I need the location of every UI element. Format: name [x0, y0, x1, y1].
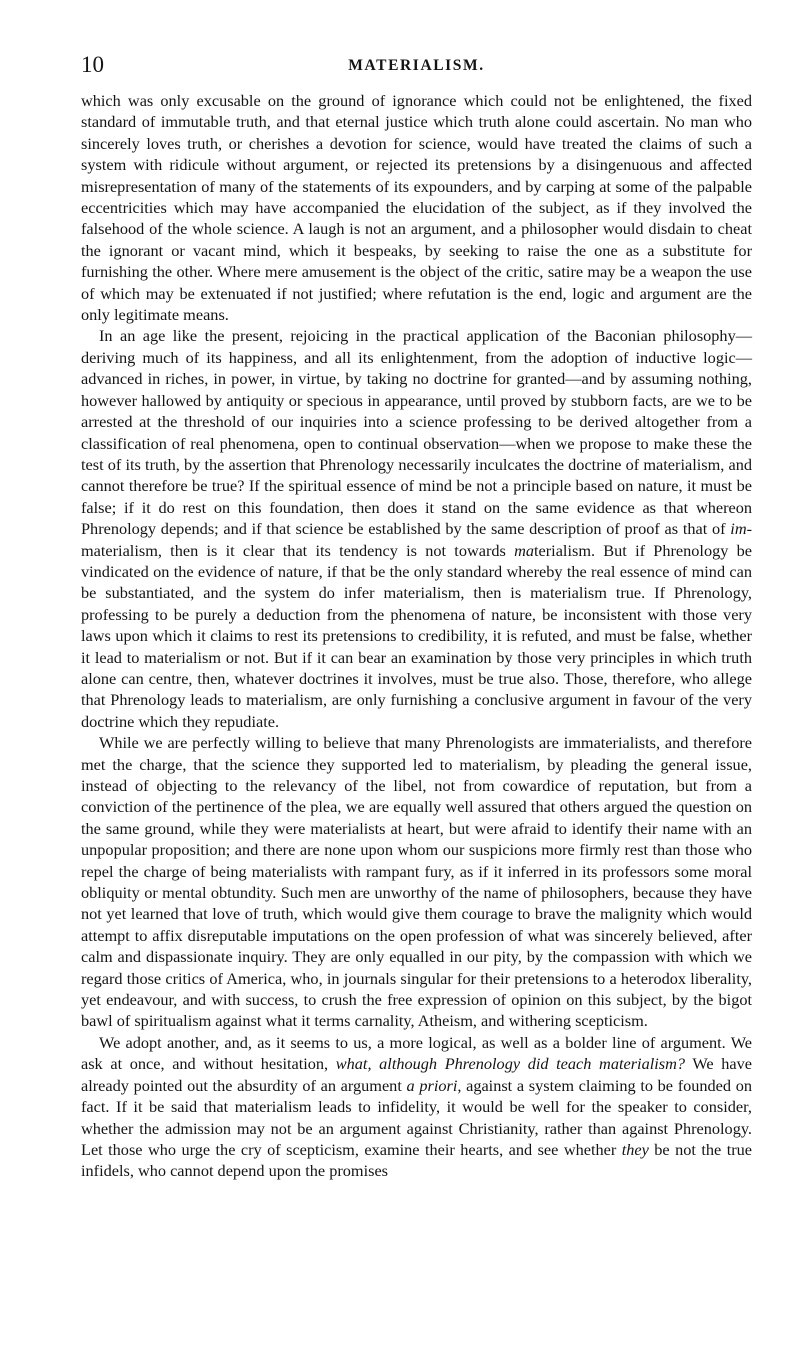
- text-run: against a system claiming to be founded on fact. If it be said that materialism leads to infidelity, it would be well for the speaker to consider, whether the admission may not be an argument against Christianity, rather than against Phrenology. Let those who urge the cry of scepticism, examine their hearts, and see whether: [81, 1075, 752, 1159]
- italic-text: ma: [514, 540, 535, 560]
- text-run: We have already pointed out the absurdity of an argument: [81, 1054, 753, 1095]
- italic-text: im: [730, 519, 747, 539]
- paragraph: [81, 1032, 752, 1182]
- running-head: [81, 50, 752, 80]
- text-run: be not the true infidels, who cannot depend upon the promises: [81, 1139, 753, 1181]
- italic-text: a priori,: [406, 1075, 462, 1095]
- italic-text: what, although Phrenology did teach materialism?: [335, 1054, 685, 1074]
- italic-text: they: [621, 1139, 649, 1159]
- text-run: In an age like the present, rejoicing in the practical application of the Baconian philosophy—deriving much of its happiness, and all its enlightenment, from the adoption of inductive logic—advanced in riches, in power, in virtue, by taking no doctrine for granted—and by assuming nothing, however hallowed by antiquity or specious in appearance, until proved by stubborn facts, are we to be arrested at the threshold of our inquiries into a science professing to be derived altogether from a classification of real phenomena, open to continual observation—when we propose to make these the test of its truth, by the assertion that Phrenology necessarily inculcates the doctrine of materialism, and cannot therefore be true? If the spiritual essence of mind be not a principle based on nature, it must be false; if it do rest on this foundation, then does it stand on the same evidence as that whereon Phrenology depends; and if that science be established by the same description of proof as that of: [81, 326, 752, 539]
- body-text: [81, 90, 752, 1182]
- paragraph: [81, 90, 752, 325]
- paragraph: [81, 325, 752, 732]
- text-run: While we are perfectly willing to believe that many Phrenologists are immaterialists, and therefore met the charge, that the science they supported led to materialism, by pleading the general issue, instead of objecting to the relevancy of the libel, not from cowardice of reputation, but from a conviction of the pertinence of the plea, we are equally well assured that others argued the question on the same ground, while they were materialists at heart, but were afraid to identify their name with an unpopular proposition; and there are none upon whom our suspicions more firmly rest than those who repel the charge of being materialists with rampant fury, as if it inferred in its professors some moral obliquity or mental obtundity. Such men are unworthy of the name of philosophers, because they have not yet learned that love of truth, which would give them courage to brave the malignity which would attempt to affix disreputable imputations on the open profession of what was sincerely believed, after calm and dispassionate inquiry. They are only equalled in our pity, by the compassion with which we regard those critics of America, who, in journals singular for their pretensions to a heterodox liberality, yet endeavour, and with success, to crush the free expression of opinion on this subject, by the bigot bawl of spiritualism against what it terms carnality, Atheism, and withering scepticism.: [81, 733, 752, 1031]
- text-run: We adopt another, and, as it seems to us, a more logical, as well as a bolder line of argument. We ask at once, and without hesitation,: [81, 1032, 752, 1074]
- paragraph: [81, 732, 752, 1032]
- text-run: -materialism, then is it clear that its tendency is not towards: [81, 519, 752, 560]
- page-number: 10: [81, 52, 104, 77]
- text-run: which was only excusable on the ground of ignorance which could not be enlightened, the fixed standard of immutable truth, and that eternal justice which truth alone could ascertain. No man who sincerely loves truth, or cherishes a devotion for science, would have treated the claims of such a system with ridicule without argument, or rejected its pretensions by a disingenuous and affected misrepresentation of many of the statements of its expounders, and by carping at some of the palpable eccentricities which may have accompanied the elucidation of the subject, as if they involved the falsehood of the whole science. A laugh is not an argument, and a philosopher would disdain to cheat the ignorant or vacant mind, which it bespeaks, by seeking to raise the one as a substitute for furnishing the other. Where mere amusement is the object of the critic, satire may be a weapon the use of which may be extenuated if not justified; where refutation is the end, logic and argument are the only legitimate means.: [81, 91, 752, 325]
- running-title: MATERIALISM.: [348, 57, 485, 74]
- text-run: terialism. But if Phrenology be vindicated on the evidence of nature, if that be the only standard whereby the real essence of mind can be substantiated, and the system do infer materialism, then is materialism true. If Phrenology, professing to be purely a deduction from the phenomena of nature, be inconsistent with those very laws upon which it claims to rest its pretensions to credibility, it is refuted, and must be false, whether it lead to materialism or not. But if it can bear an examination by those very principles in which truth alone can centre, then, whatever doctrines it involves, must be true also. Those, therefore, who allege that Phrenology leads to materialism, are only furnishing a conclusive argument in favour of the very doctrine which they repudiate.: [81, 540, 752, 731]
